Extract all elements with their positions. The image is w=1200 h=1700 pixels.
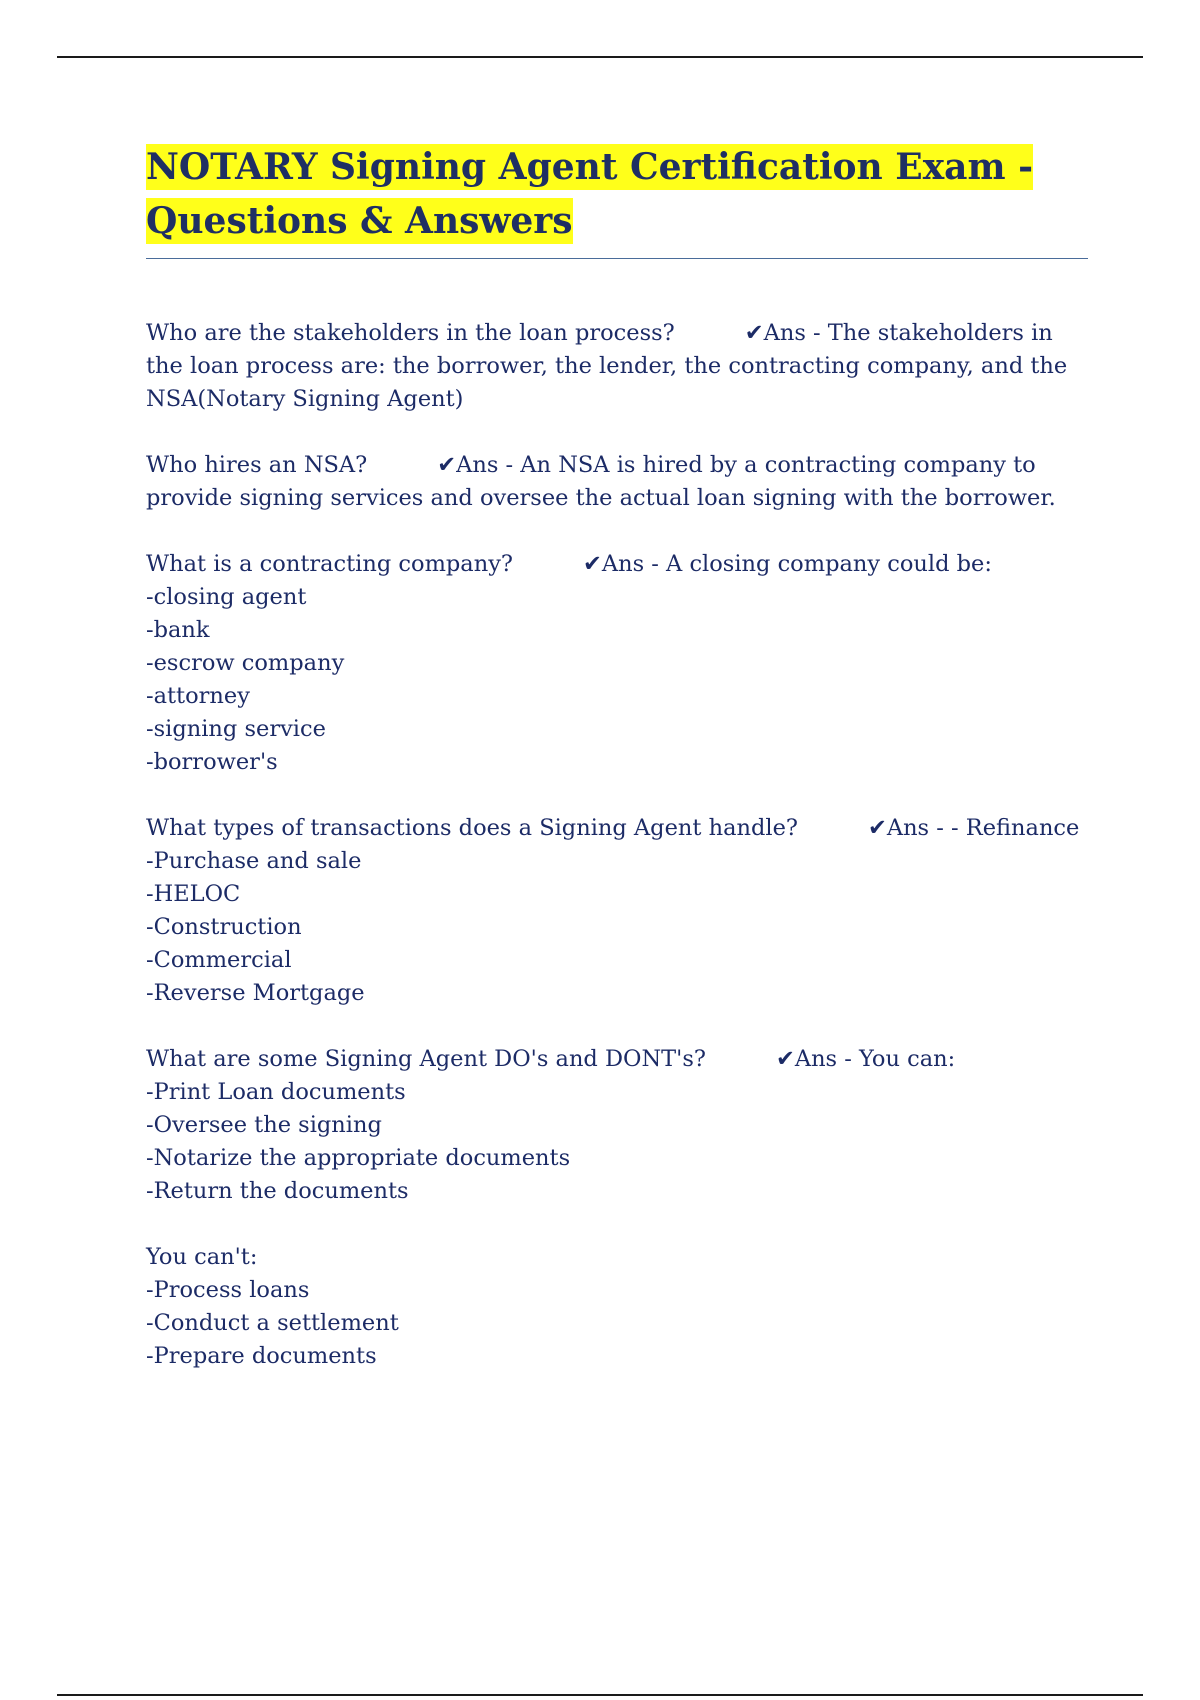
document-title: [146, 140, 1090, 248]
list-item: -Purchase and sale: [146, 848, 362, 874]
list-item: -Oversee the signing: [146, 1112, 382, 1138]
answer-marker: ✔Ans -: [867, 815, 952, 841]
list-item: -attorney: [146, 683, 250, 709]
list-item: -Prepare documents: [146, 1343, 377, 1369]
title-line-1: NOTARY Signing Agent Certification Exam -: [146, 146, 1034, 188]
title-underline: [146, 258, 1088, 259]
document-body: [146, 140, 1090, 1406]
answer-marker: ✔Ans -: [583, 551, 667, 577]
title-line-2: Questions & Answers: [146, 200, 573, 242]
question: Who hires an NSA?: [146, 452, 368, 478]
answer: A closing company could be:: [666, 551, 992, 577]
list-item: -Print Loan documents: [146, 1079, 406, 1105]
list-item: -Reverse Mortgage: [146, 980, 365, 1006]
answer-marker: ✔Ans -: [437, 452, 521, 478]
qa-item-transactions: [146, 812, 1090, 1010]
qa-item-contracting: [146, 548, 1090, 779]
list-item: -Conduct a settlement: [146, 1310, 399, 1336]
question: Who are the stakeholders in the loan process?: [146, 320, 675, 346]
list-item: -Return the documents: [146, 1178, 409, 1204]
list-item: -Construction: [146, 914, 302, 940]
qa-item-dos-donts: [146, 1043, 1090, 1208]
qa-item-hires: [146, 449, 1090, 515]
cant-heading: You can't:: [146, 1244, 258, 1270]
question: What is a contracting company?: [146, 551, 513, 577]
question: What types of transactions does a Signing Agent handle?: [146, 815, 798, 841]
list-item: -bank: [146, 617, 210, 643]
list-item: -closing agent: [146, 584, 307, 610]
qa-item-stakeholders: [146, 317, 1090, 416]
answer-marker: ✔Ans -: [744, 320, 828, 346]
qa-list: [146, 317, 1090, 1373]
question: What are some Signing Agent DO's and DONT's?: [146, 1046, 706, 1072]
bottom-rule: [57, 1694, 1143, 1696]
list-item: -Process loans: [146, 1277, 310, 1303]
list-item: -borrower's: [146, 749, 278, 775]
list-item: -escrow company: [146, 650, 345, 676]
answer: An NSA is hired by a contracting company to provide signing services and oversee the actual loan signing with the borrower.: [146, 452, 1056, 511]
top-rule: [57, 56, 1143, 58]
answer: - Refinance: [951, 815, 1080, 841]
answer: The stakeholders in the loan process are: the borrower, the lender, the contracting company, and the NSA(Notary Signing Agent): [146, 320, 1068, 412]
answer-marker: ✔Ans -: [775, 1046, 860, 1072]
list-item: -Notarize the appropriate documents: [146, 1145, 571, 1171]
answer: You can:: [859, 1046, 956, 1072]
list-item: -Commercial: [146, 947, 292, 973]
list-item: -HELOC: [146, 881, 241, 907]
cant-section: [146, 1241, 1090, 1373]
list-item: -signing service: [146, 716, 326, 742]
